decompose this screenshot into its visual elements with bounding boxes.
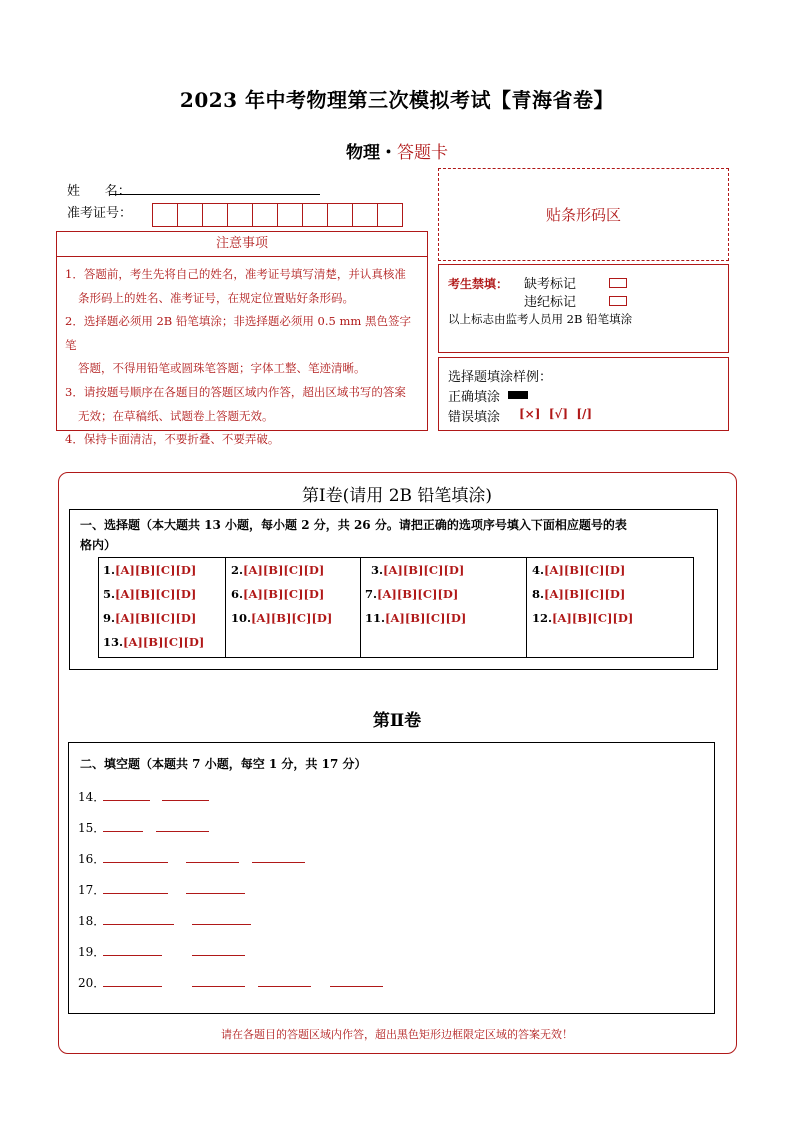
question-number: 18． (78, 914, 106, 928)
filled-mark (508, 391, 528, 399)
mcq-option-3[interactable]: 3.[A][B][C][D] (371, 563, 465, 577)
mcq-option-4[interactable]: 4.[A][B][C][D] (532, 563, 626, 577)
mcq-option-13[interactable]: 13.[A][B][C][D] (103, 635, 205, 649)
answer-blank[interactable] (186, 893, 245, 894)
mcq-desc-line: 一、选择题（本大题共 13 小题，每小题 2 分，共 26 分。请把正确的选项序号填入下面相应题号的表 (80, 518, 627, 532)
notice-item: 2．选择题必须用 2B 铅笔填涂；非选择题必须用 0.5 mm 黑色签字笔 (65, 314, 411, 352)
barcode-area (438, 168, 729, 261)
footer-warning: 请在各题目的答题区域内作答，超出黑色矩形边框限定区域的答案无效！ (221, 1028, 573, 1041)
notice-item: 无效；在草稿纸、试题卷上答题无效。 (78, 408, 274, 423)
notice-heading: 注意事项 (57, 232, 427, 257)
barcode-label: 贴条形码区 (545, 206, 621, 224)
mcq-description (80, 515, 712, 555)
absent-label: 缺考标记 (524, 277, 577, 292)
absent-mark[interactable] (609, 278, 627, 288)
question-number: 19． (78, 945, 106, 959)
sample-label: 选择题填涂样例： (448, 370, 553, 385)
name-field[interactable] (110, 194, 320, 195)
answer-blank[interactable] (156, 831, 209, 832)
question-number: 16． (78, 852, 106, 866)
mcq-option-5[interactable]: 5.[A][B][C][D] (103, 587, 197, 601)
notice-item: 1．答题前，考生先将自己的姓名，准考证号填写清楚，并认真核准 (65, 267, 406, 281)
answer-card-label: 答题卡 (397, 143, 448, 163)
exam-id-boxes[interactable] (152, 203, 403, 227)
forbidden-box (438, 264, 729, 353)
part2-title: 第Ⅱ卷 (372, 711, 422, 731)
question-number: 15． (78, 821, 106, 835)
answer-blank[interactable] (252, 862, 305, 863)
forbidden-label: 考生禁填： (448, 277, 509, 291)
fill-description: 二、填空题（本题共 7 小题，每空 1 分，共 17 分） (80, 757, 367, 771)
grid-divider (360, 558, 361, 657)
answer-blank[interactable] (103, 955, 162, 956)
mcq-option-10[interactable]: 10.[A][B][C][D] (231, 611, 333, 625)
answer-blank[interactable] (192, 955, 245, 956)
answer-blank[interactable] (103, 831, 143, 832)
violation-label: 违纪标记 (524, 295, 577, 310)
subject-label: 物理 (346, 143, 380, 163)
wrong-label: 错误填涂 (448, 410, 501, 425)
mcq-option-11[interactable]: 11.[A][B][C][D] (365, 611, 467, 625)
mcq-grid (98, 557, 694, 658)
mcq-option-7[interactable]: 7.[A][B][C][D] (365, 587, 459, 601)
mcq-option-9[interactable]: 9.[A][B][C][D] (103, 611, 197, 625)
notice-item: 条形码上的姓名、准考证号，在规定位置贴好条形码。 (78, 290, 354, 305)
mcq-option-1[interactable]: 1.[A][B][C][D] (103, 563, 197, 577)
answer-blank[interactable] (186, 862, 239, 863)
answer-blank[interactable] (103, 986, 162, 987)
question-number: 17． (78, 883, 106, 897)
grid-divider (225, 558, 226, 657)
answer-blank[interactable] (103, 800, 150, 801)
mcq-desc-line: 格内） (80, 538, 117, 552)
correct-label: 正确填涂 (448, 390, 501, 405)
name-label: 姓 名： (67, 184, 131, 199)
answer-blank[interactable] (258, 986, 311, 987)
mcq-option-2[interactable]: 2.[A][B][C][D] (231, 563, 325, 577)
fill-blank-box (68, 742, 715, 1014)
question-number: 14． (78, 790, 106, 804)
answer-blank[interactable] (162, 800, 209, 801)
answer-blank[interactable] (103, 924, 174, 925)
card-subtitle (0, 138, 794, 163)
answer-blank[interactable] (103, 893, 168, 894)
wrong-marks: [×] [√] [/] (519, 407, 593, 421)
sample-box (438, 357, 729, 431)
notice-item: 4．保持卡面清洁，不要折叠、不要弄破。 (65, 432, 280, 447)
subtitle-dot: ・ (380, 143, 397, 163)
id-label: 准考证号： (67, 206, 133, 221)
mcq-option-12[interactable]: 12.[A][B][C][D] (532, 611, 634, 625)
forbidden-note: 以上标志由监考人员用 2B 铅笔填涂 (448, 312, 633, 326)
violation-mark[interactable] (609, 296, 627, 306)
page-title: 2023 年中考物理第三次模拟考试【青海省卷】 (179, 88, 615, 112)
notice-item: 3．请按题号顺序在各题目的答题区域内作答，超出区域书写的答案 (65, 384, 406, 399)
answer-blank[interactable] (330, 986, 383, 987)
answer-blank[interactable] (192, 924, 251, 925)
mcq-option-6[interactable]: 6.[A][B][C][D] (231, 587, 325, 601)
answer-blank[interactable] (192, 986, 245, 987)
grid-divider (526, 558, 527, 657)
notice-box (56, 231, 428, 447)
mcq-option-8[interactable]: 8.[A][B][C][D] (532, 587, 626, 601)
answer-blank[interactable] (103, 862, 168, 863)
part1-title: 第Ⅰ卷(请用 2B 铅笔填涂) (301, 486, 493, 506)
notice-item: 答题，不得用铅笔或圆珠笔答题；字体工整、笔迹清晰。 (78, 361, 366, 376)
question-number: 20． (78, 976, 106, 990)
